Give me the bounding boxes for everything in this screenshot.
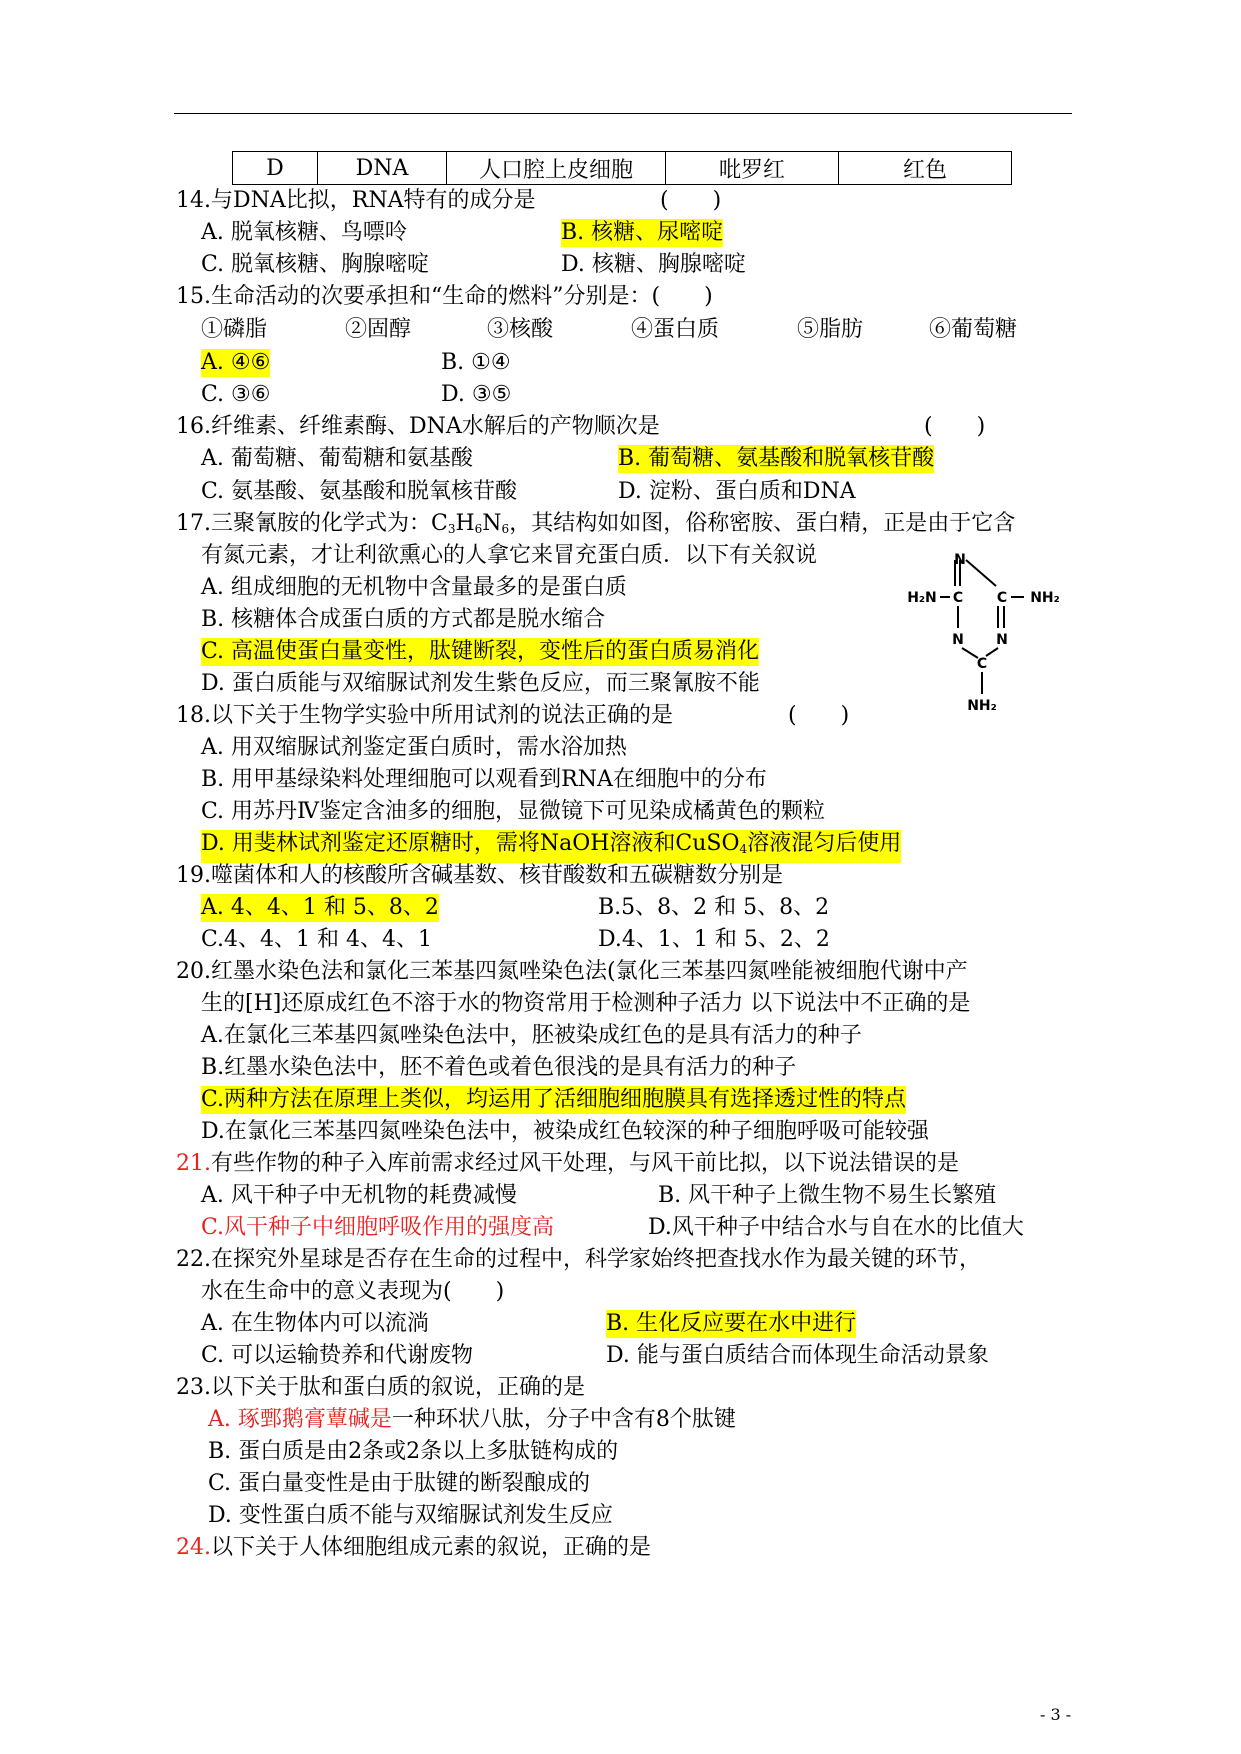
q18-paren: ( ) (788, 703, 850, 728)
q22-stem: 22.在探究外星球是否存在生命的过程中，科学家始终把查找水作为最关键的环节， (176, 1247, 981, 1272)
q17-option-c: C. 高温使蛋白量变性，肽键断裂，变性后的蛋白质易消化 (201, 639, 760, 664)
q15-item-3: ③核酸 (487, 317, 554, 342)
q21-option-d: D.风干种子中结合水与自在水的比值大 (648, 1215, 1024, 1240)
q19-option-a: A. 4、4、1 和 5、8、2 (201, 895, 439, 920)
q17-option-d: D. 蛋白质能与双缩脲试剂发生紫色反应，而三聚氰胺不能 (201, 671, 760, 696)
q20-option-a: A.在氯化三苯基四氮唑染色法中，胚被染成红色的是具有活力的种子 (201, 1023, 862, 1048)
q22-option-c: C. 可以运输贽养和代谢废物 (201, 1343, 474, 1368)
q15-option-b: B. ①④ (441, 350, 511, 375)
q18-option-d: D. 用斐林试剂鉴定还原糖时，需将NaOH溶液和CuSO$_4$溶液混匀后使用 (201, 830, 901, 863)
svg-text:N: N (954, 552, 966, 568)
q21-stem: 21.有些作物的种子入库前需求经过风干处理，与风干前比拟，以下说法错误的是 (176, 1151, 960, 1176)
q15-item-2: ②固醇 (345, 317, 412, 342)
q14-paren: ( ) (660, 188, 722, 213)
table-cell: 吡罗红 (666, 152, 839, 185)
q23-option-d: D. 变性蛋白质不能与双缩脲试剂发生反应 (208, 1503, 613, 1528)
svg-text:N: N (952, 632, 964, 648)
q16-option-c: C. 氨基酸、氨基酸和脱氧核苷酸 (201, 479, 518, 504)
header-rule (174, 113, 1072, 114)
q14-option-d: D. 核糖、胸腺嘧啶 (561, 252, 746, 277)
q14-option-c: C. 脱氧核糖、胸腺嘧啶 (201, 252, 430, 277)
q21-option-b: B. 风干种子上微生物不易生长繁殖 (658, 1183, 997, 1208)
table-cell: 红色 (839, 152, 1012, 185)
q17-option-b: B. 核糖体合成蛋白质的方式都是脱水缩合 (201, 607, 606, 632)
table-cell: D (233, 152, 318, 185)
svg-text:NH₂: NH₂ (967, 698, 997, 714)
q22-option-d: D. 能与蛋白质结合而体现生命活动景象 (606, 1343, 989, 1368)
page-number: - 3 - (1040, 1705, 1072, 1724)
table-row (233, 152, 1012, 185)
q16-paren: ( ) (924, 414, 986, 439)
q20-option-b: B.红墨水染色法中，胚不着色或着色很浅的是具有活力的种子 (201, 1055, 797, 1080)
q15-item-1: ①磷脂 (201, 317, 268, 342)
q22-option-a: A. 在生物体内可以流淌 (201, 1311, 429, 1336)
svg-text:C: C (952, 590, 964, 606)
q18-stem: 18.以下关于生物学实验中所用试剂的说法正确的是 (176, 703, 673, 728)
q22-option-b: B. 生化反应要在水中进行 (606, 1311, 857, 1336)
q15-item-6: ⑥葡萄糖 (929, 317, 1018, 342)
q18-option-c: C. 用苏丹Ⅳ鉴定含油多的细胞，显微镜下可见染成橘黄色的颗粒 (201, 799, 826, 824)
q15-option-a: A. ④⑥ (201, 350, 271, 375)
q20-stem: 20.红墨水染色法和氯化三苯基四氮唑染色法(氯化三苯基四氮唑能被细胞代谢中产 (176, 959, 968, 984)
q19-option-d: D.4、1、1 和 5、2、2 (598, 927, 830, 952)
q17-option-a: A. 组成细胞的无机物中含量最多的是蛋白质 (201, 575, 627, 600)
q15-option-d: D. ③⑤ (441, 382, 512, 407)
q18-option-a: A. 用双缩脲试剂鉴定蛋白质时，需水浴加热 (201, 735, 627, 760)
q23-stem: 23.以下关于肽和蛋白质的叙说，正确的是 (176, 1375, 585, 1400)
q17-stem-line2: 有氮元素，才让利欲熏心的人拿它来冒充蛋白质．以下有关叙说 (201, 543, 818, 568)
q19-option-b: B.5、8、2 和 5、8、2 (598, 895, 830, 920)
q19-option-c: C.4、4、1 和 4、4、1 (201, 927, 433, 952)
q17-stem: 17.三聚氰胺的化学式为：$C_3H_6N_6$，其结构如如图，俗称密胺、蛋白精，正是由于它含 (176, 511, 1016, 536)
q18-option-b: B. 用甲基绿染料处理细胞可以观看到RNA在细胞中的分布 (201, 767, 767, 792)
svg-text:C: C (996, 590, 1008, 606)
melamine-structure-figure (900, 548, 1070, 728)
svg-text:H₂N: H₂N (907, 590, 937, 606)
q15-stem: 15.生命活动的次要承担和“生命的燃料”分别是：( ) (176, 284, 713, 309)
svg-text:NH₂: NH₂ (1030, 590, 1060, 606)
q15-item-5: ⑤脂肪 (797, 317, 864, 342)
q23-option-a: A. 琢鄄鹅膏蕈碱是一种环状八肽，分子中含有8个肽键 (208, 1407, 736, 1432)
svg-text:C: C (976, 656, 988, 672)
q14-option-a: A. 脱氧核糖、鸟嘌呤 (201, 220, 407, 245)
q22-stem-line2: 水在生命中的意义表现为( ) (201, 1279, 505, 1304)
q24-stem: 24.以下关于人体细胞组成元素的叙说，正确的是 (176, 1535, 652, 1560)
q20-option-c: C.两种方法在原理上类似，均运用了活细胞细胞膜具有选择透过性的特点 (201, 1087, 907, 1112)
answer-table (232, 151, 1012, 185)
q16-option-d: D. 淀粉、蛋白质和DNA (618, 479, 856, 504)
q23-option-b: B. 蛋白质是由2条或2条以上多肽链构成的 (208, 1439, 619, 1464)
q16-option-b: B. 葡萄糖、氨基酸和脱氧核苷酸 (618, 446, 935, 471)
q20-stem-line2: 生的[H]还原成红色不溶于水的物资常用于检测种子活力 以下说法中不正确的是 (201, 991, 971, 1016)
q14-stem: 14.与DNA比拟，RNA特有的成分是 (176, 188, 536, 213)
q16-stem: 16.纤维素、纤维素酶、DNA水解后的产物顺次是 (176, 414, 660, 439)
q19-stem: 19.噬菌体和人的核酸所含碱基数、核苷酸数和五碳糖数分别是 (176, 863, 783, 888)
q15-option-c: C. ③⑥ (201, 382, 271, 407)
q23-option-c: C. 蛋白量变性是由于肽键的断裂酿成的 (208, 1471, 591, 1496)
q21-option-c: C.风干种子中细胞呼吸作用的强度高 (201, 1215, 555, 1240)
q14-option-b: B. 核糖、尿嘧啶 (561, 220, 724, 245)
q20-option-d: D.在氯化三苯基四氮唑染色法中，被染成红色较深的种子细胞呼吸可能较强 (201, 1119, 929, 1144)
q21-option-a: A. 风干种子中无机物的耗费减慢 (201, 1183, 517, 1208)
q16-option-a: A. 葡萄糖、葡萄糖和氨基酸 (201, 446, 473, 471)
q15-item-4: ④蛋白质 (631, 317, 720, 342)
table-cell: DNA (318, 152, 447, 185)
table-cell: 人口腔上皮细胞 (447, 152, 666, 185)
svg-text:N: N (996, 632, 1008, 648)
